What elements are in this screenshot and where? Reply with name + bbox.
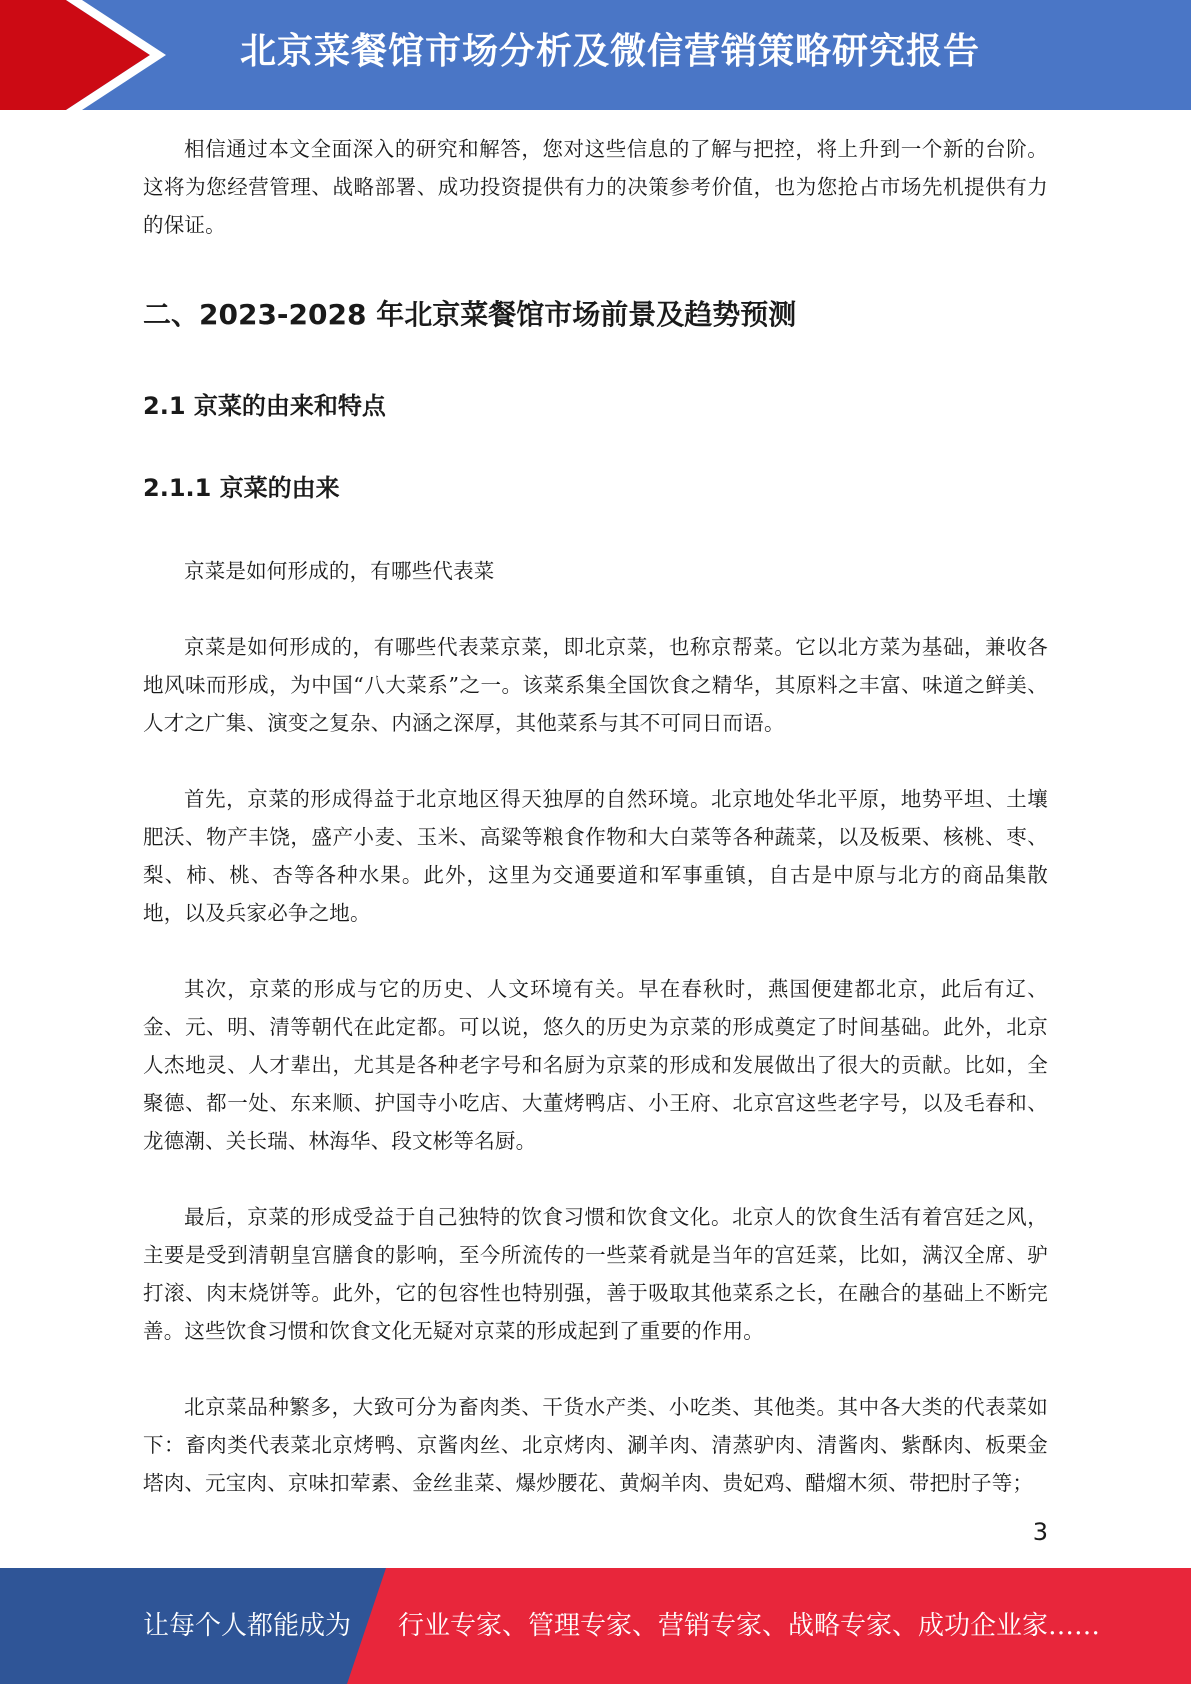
header-red-arrow	[0, 0, 150, 110]
page-footer	[0, 1568, 1191, 1684]
spacer	[143, 742, 1048, 780]
spacer	[143, 932, 1048, 970]
body-paragraph: 首先，京菜的形成得益于北京地区得天独厚的自然环境。北京地处华北平原，地势平坦、土壤肥沃、物产丰饶，盛产小麦、玉米、高粱等粮食作物和大白菜等各种蔬菜，以及板栗、核桃、枣、梨、柿、桃、杏等各种水果。此外，这里为交通要道和军事重镇，自古是中原与北方的商品集散地，以及兵家必争之地。	[143, 787, 1048, 925]
header-arrow-decoration	[0, 0, 260, 110]
footer-slogan-left: 让每个人都能成为	[143, 1611, 352, 1641]
spacer	[143, 1160, 1048, 1198]
body-paragraph: 京菜是如何形成的，有哪些代表菜京菜，即北京菜，也称京帮菜。它以北方菜为基础，兼收各地风味而形成，为中国“八大菜系”之一。该菜系集全国饮食之精华，其原料之丰富、味道之鲜美、人才之广集、演变之复杂、内涵之深厚，其他菜系与其不可同日而语。	[143, 635, 1048, 735]
intro-paragraph: 相信通过本文全面深入的研究和解答，您对这些信息的了解与把控，将上升到一个新的台阶。这将为您经营管理、战略部署、成功投资提供有力的决策参考价值，也为您抢占市场先机提供有力的保证。	[143, 137, 1048, 237]
body-paragraph: 最后，京菜的形成受益于自己独特的饮食习惯和饮食文化。北京人的饮食生活有着宫廷之风，主要是受到清朝皇宫膳食的影响，至今所流传的一些菜肴就是当年的宫廷菜，比如，满汉全席、驴打滚、肉末烧饼等。此外，它的包容性也特别强，善于吸取其他菜系之长，在融合的基础上不断完善。这些饮食习惯和饮食文化无疑对京菜的形成起到了重要的作用。	[143, 1205, 1048, 1343]
spacer	[143, 428, 1048, 466]
spacer	[143, 1350, 1048, 1388]
subsubsection-heading: 2.1.1 京菜的由来	[143, 474, 340, 502]
body-paragraph: 其次，京菜的形成与它的历史、人文环境有关。早在春秋时，燕国便建都北京，此后有辽、金、元、明、清等朝代在此定都。可以说，悠久的历史为京菜的形成奠定了时间基础。此外，北京人杰地灵、人才辈出，尤其是各种老字号和名厨为京菜的形成和发展做出了很大的贡献。比如，全聚德、都一处、东来顺、护国寺小吃店、大董烤鸭店、小王府、北京宫这些老字号，以及毛春和、龙德潮、关长瑞、林海华、段文彬等名厨。	[143, 977, 1048, 1153]
body-paragraph: 北京菜品种繁多，大致可分为畜肉类、干货水产类、小吃类、其他类。其中各大类的代表菜如下：畜肉类代表菜北京烤鸭、京酱肉丝、北京烤肉、涮羊肉、清蒸驴肉、清酱肉、紫酥肉、板栗金塔肉、元宝肉、京味扣荤素、金丝韭菜、爆炒腰花、黄焖羊肉、贵妃鸡、醋熘木须、带把肘子等；	[143, 1395, 1048, 1495]
document-body	[143, 130, 1048, 1502]
report-title: 北京菜餐馆市场分析及微信营销策略研究报告	[240, 31, 981, 72]
subsection-heading: 2.1 京菜的由来和特点	[143, 392, 386, 420]
page-header	[0, 0, 1191, 110]
body-paragraph: 京菜是如何形成的，有哪些代表菜	[184, 559, 495, 583]
spacer	[143, 590, 1048, 628]
footer-slogan-right: 行业专家、管理专家、营销专家、战略专家、成功企业家……	[398, 1611, 1101, 1641]
spacer	[143, 510, 1048, 552]
page-number: 3	[1032, 1518, 1048, 1546]
spacer	[143, 340, 1048, 384]
section-heading: 二、2023-2028 年北京菜餐馆市场前景及趋势预测	[143, 298, 797, 331]
spacer	[143, 244, 1048, 290]
